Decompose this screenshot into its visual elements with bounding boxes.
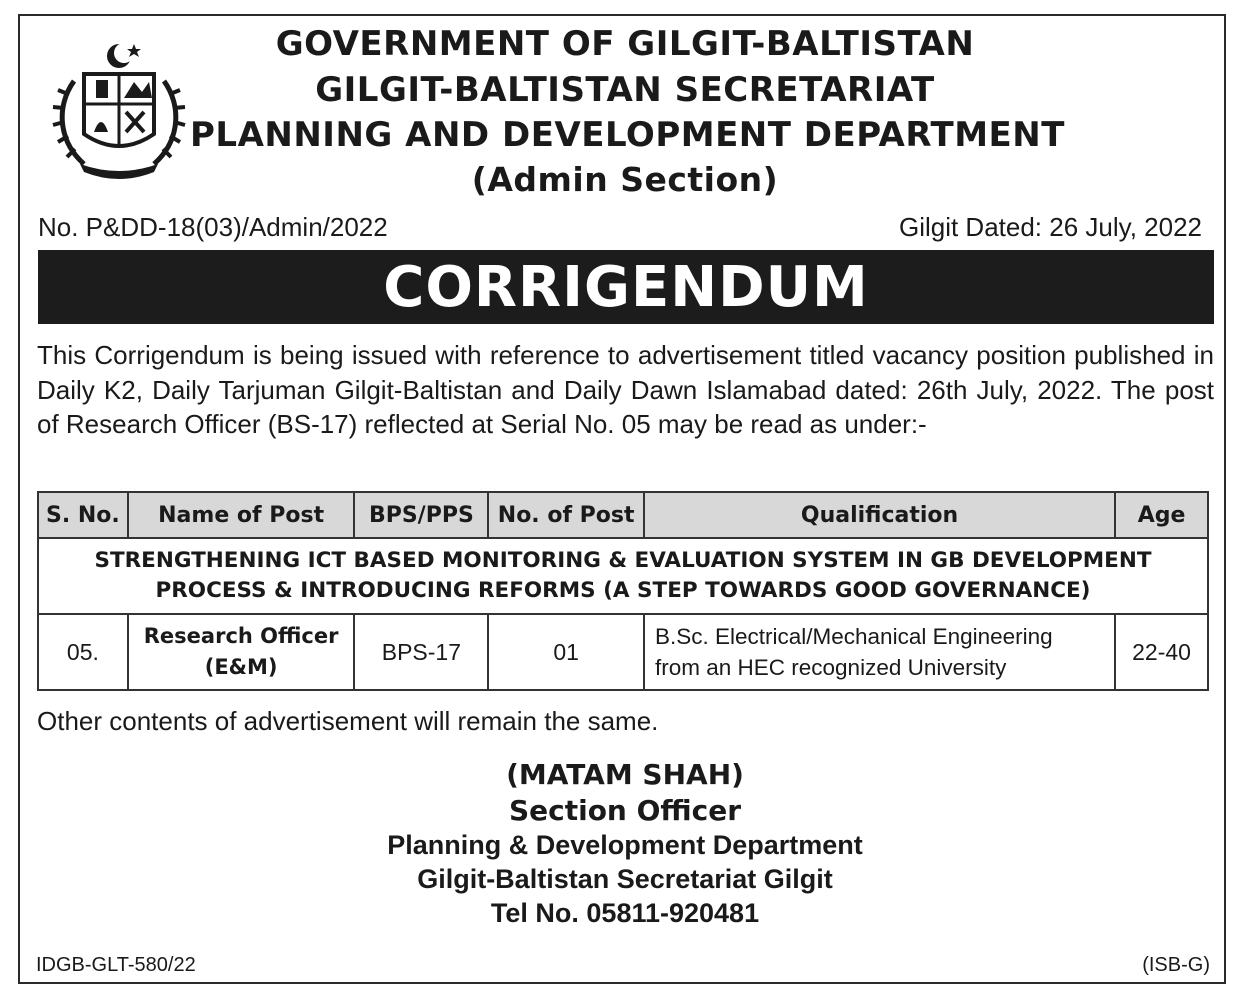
project-title-line1: STRENGTHENING ICT BASED MONITORING & EVALUATION SYSTEM IN GB DEVELOPMENT [94,548,1152,573]
footer-code: IDGB-GLT-580/22 [36,954,196,976]
qualification-line1: B.Sc. Electrical/Mechanical Engineering [654,624,1053,649]
post-name-line2: (E&M) [204,655,278,679]
header-government: GOVERNMENT OF GILGIT-BALTISTAN [275,24,975,64]
footer-agency: (ISB-G) [1142,954,1210,976]
reference-number: No. P&DD-18(03)/Admin/2022 [38,212,388,242]
header-age: Age [1115,492,1208,538]
signatory-tel: Tel No. 05811-920481 [490,898,760,928]
project-row [38,538,1208,614]
cell-no-of-post: 01 [488,614,644,690]
project-title-line2: PROCESS & INTRODUCING REFORMS (A STEP TOWARDS GOOD GOVERNANCE) [155,578,1091,603]
corrigendum-banner: CORRIGENDUM [38,250,1214,324]
reference-row [38,212,1202,246]
table-row [38,614,1208,690]
signatory-department: Planning & Development Department [387,830,863,860]
table-header-row [38,492,1208,538]
header-secretariat: GILGIT-BALTISTAN SECRETARIAT [315,70,935,110]
posts-table [37,491,1209,691]
post-name-line1: Research Officer [143,624,339,648]
header-department: PLANNING AND DEVELOPMENT DEPARTMENT [190,115,1065,155]
reference-date: Gilgit Dated: 26 July, 2022 [898,212,1202,242]
body-paragraph: This Corrigendum is being issued with reference to advertisement titled vacancy position published in Daily K2, Daily Tarjuman Gilgit-Baltistan and Daily Dawn Islamabad dated: 26th July, 2022. The post of Research Officer (BS-17) reflected at Serial No. 05 may be read as under:- [37,340,1214,439]
cell-age: 22-40 [1115,614,1208,690]
cell-sno: 05. [38,614,128,690]
header-sno: S. No. [38,492,128,538]
state-emblem-icon [44,36,194,186]
qualification-line2: from an HEC recognized University [654,655,1007,680]
header-qualification: Qualification [644,492,1115,538]
header-name-of-post: Name of Post [128,492,355,538]
signatory-name: (MATAM SHAH) [506,758,744,791]
header-bps: BPS/PPS [354,492,488,538]
project-title [38,538,1208,614]
closing-note: Other contents of advertisement will remain the same. [37,706,659,736]
header-no-of-post: No. of Post [488,492,644,538]
header-section: (Admin Section) [471,160,779,199]
signatory-designation: Section Officer [508,794,742,827]
cell-post-name [128,614,355,690]
cell-qualification [644,614,1115,690]
cell-bps: BPS-17 [354,614,488,690]
signatory-office: Gilgit-Baltistan Secretariat Gilgit [417,864,833,894]
